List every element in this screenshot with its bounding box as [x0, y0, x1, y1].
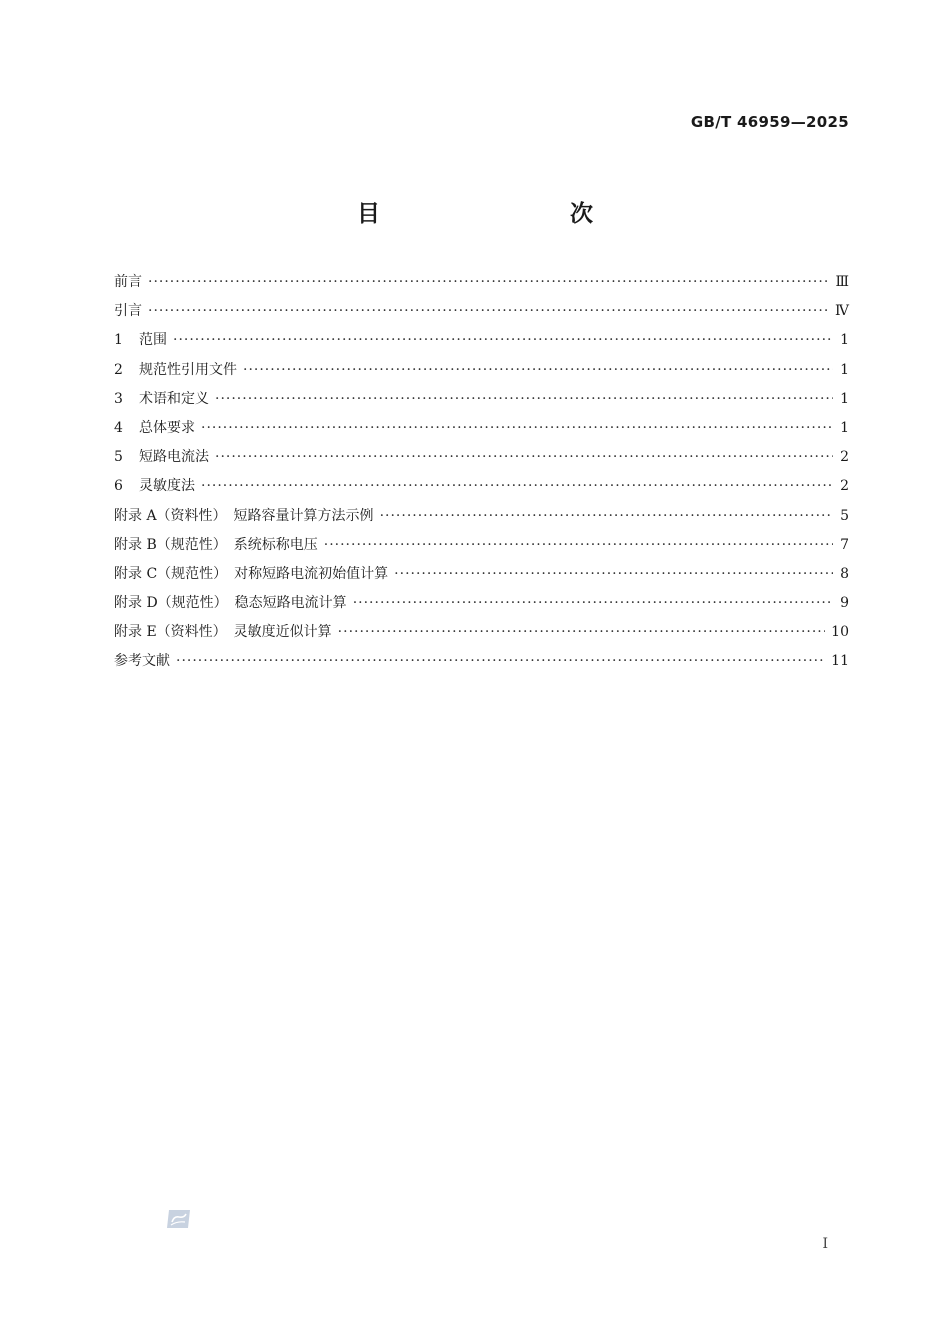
toc-entry-number: 4: [114, 419, 123, 436]
toc-entry-text: 规范性引用文件: [139, 361, 237, 378]
toc-dot-leader: [173, 332, 833, 348]
toc-entry-page: 7: [840, 536, 849, 553]
toc-entry-text: 参考文献: [114, 653, 170, 670]
toc-entry-text: 范围: [139, 332, 167, 349]
toc-entry-text: 附录 B（规范性） 系统标称电压: [114, 536, 318, 553]
toc-dot-leader: [201, 420, 833, 436]
toc-entry-page: 10: [831, 624, 849, 641]
toc-entry-text: 术语和定义: [139, 390, 209, 407]
toc-dot-leader: [148, 274, 829, 290]
toc-entry[interactable]: [114, 388, 849, 417]
toc-entry-number: 2: [114, 361, 123, 378]
toc-entry-label: [114, 563, 394, 583]
toc-dot-leader: [353, 595, 833, 611]
toc-dot-leader: [324, 537, 833, 553]
toc-entry[interactable]: [114, 446, 849, 475]
toc-entry-page: 11: [831, 653, 849, 670]
toc-entry-page: 5: [840, 507, 849, 524]
toc-dot-leader: [394, 566, 833, 582]
toc-entry-page: 1: [840, 361, 849, 378]
toc-entry-page: 1: [840, 390, 849, 407]
toc-entry-label: [114, 534, 324, 554]
toc-dot-leader: [201, 478, 833, 494]
toc-entry-page: 1: [840, 332, 849, 349]
toc-entry-label: [114, 359, 243, 379]
toc-entry[interactable]: [114, 563, 849, 592]
toc-entry-text: 附录 E（资料性） 灵敏度近似计算: [114, 624, 332, 641]
toc-entry-text: 附录 C（规范性） 对称短路电流初始值计算: [114, 565, 389, 582]
toc-title: 目 次: [357, 201, 641, 227]
toc-entry-page: 2: [840, 478, 849, 495]
toc-entry-number: 5: [114, 449, 123, 466]
toc-entry-page: Ⅲ: [835, 274, 849, 290]
toc-dot-leader: [148, 303, 829, 319]
toc-entry-number: 6: [114, 478, 123, 495]
sac-logo-icon: [165, 1208, 192, 1230]
toc-entry-number: 3: [114, 390, 123, 407]
toc-entry[interactable]: [114, 534, 849, 563]
toc-entry-label: [114, 417, 201, 437]
toc-entry[interactable]: [114, 650, 849, 679]
toc-entry-label: [114, 300, 148, 320]
toc-entry[interactable]: [114, 417, 849, 446]
toc-entry[interactable]: [114, 300, 849, 329]
toc-entry-page: Ⅳ: [835, 303, 849, 320]
toc-dot-leader: [243, 362, 833, 378]
document-code: GB/T 46959—2025: [690, 113, 849, 131]
toc-entry-text: 附录 A（资料性） 短路容量计算方法示例: [114, 507, 374, 524]
toc-dot-leader: [338, 624, 826, 640]
toc-entry-label: [114, 621, 338, 641]
toc-dot-leader: [176, 653, 825, 669]
toc-entry[interactable]: [114, 592, 849, 621]
toc-entry-page: 8: [840, 565, 849, 582]
toc-entry-text: 附录 D（规范性） 稳态短路电流计算: [114, 595, 347, 612]
page-number: Ⅰ: [822, 1236, 828, 1252]
toc-entry[interactable]: [114, 271, 849, 300]
toc-entry-label: [114, 592, 353, 612]
toc-entry-label: [114, 329, 173, 349]
toc-entry[interactable]: [114, 621, 849, 650]
toc-entry-number: 1: [114, 332, 123, 349]
toc-entry-text: 总体要求: [139, 419, 195, 436]
toc-entry-label: [114, 650, 176, 670]
toc-entry-text: 灵敏度法: [139, 478, 195, 495]
toc-entry[interactable]: [114, 359, 849, 388]
table-of-contents: [114, 271, 849, 680]
toc-dot-leader: [215, 391, 833, 407]
toc-entry[interactable]: [114, 505, 849, 534]
toc-entry-label: [114, 271, 148, 291]
toc-entry[interactable]: [114, 329, 849, 358]
toc-entry-text: 短路电流法: [139, 449, 209, 466]
toc-entry-text: 前言: [114, 274, 142, 290]
toc-dot-leader: [215, 449, 833, 465]
toc-entry[interactable]: [114, 475, 849, 504]
toc-entry-text: 引言: [114, 303, 142, 320]
toc-entry-label: [114, 475, 201, 495]
toc-entry-page: 2: [840, 449, 849, 466]
toc-entry-label: [114, 446, 215, 466]
toc-entry-page: 9: [840, 595, 849, 612]
toc-entry-page: 1: [840, 419, 849, 436]
toc-dot-leader: [380, 508, 833, 524]
toc-entry-label: [114, 505, 380, 525]
toc-entry-label: [114, 388, 215, 408]
